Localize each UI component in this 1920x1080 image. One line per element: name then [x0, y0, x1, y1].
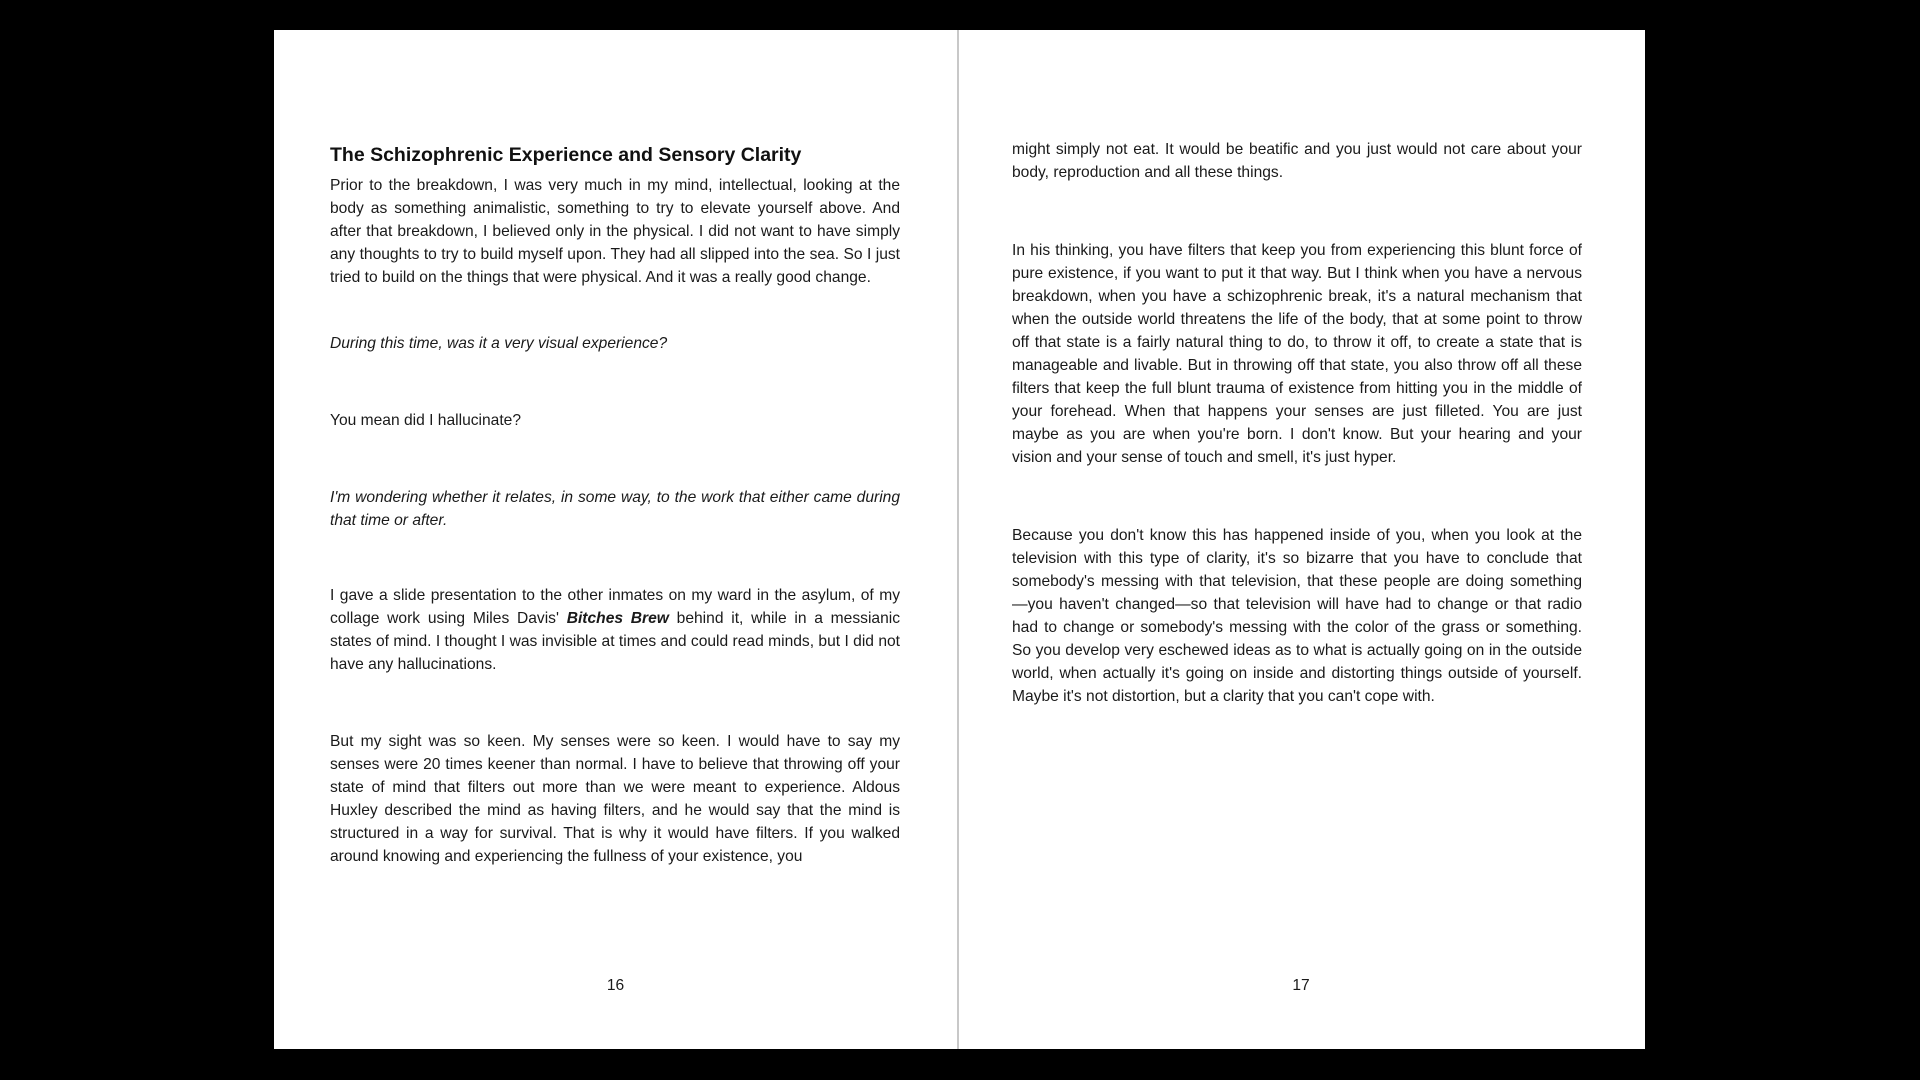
paragraph-breakdown: Prior to the breakdown, I was very much in my mind, intellectual, looking at the body as something animalistic, something to try to elevate yourself above. And after that breakdown, I believed only in the physical. I did not want to have simply any thoughts to try to build myself upon. They had all slipped into the sea. So I just tried to build on the things that were physical. And it was a really good change.: [330, 177, 900, 286]
paragraph-filters: In his thinking, you have filters that keep you from experiencing this blunt force of pure existence, if you want to put it that way. But I think when you have a nervous breakdown, when you have a schizophrenic break, it's a natural mechanism that when the outside world threatens the life of the body, that at some point to throw off that state is a fairly natural thing to do, to throw it off, to create a state that is manageable and livable. But in throwing off that state, you also throw off all these filters that keep the full blunt trauma of existence from hitting you in the middle of your forehead. When that happens your senses are just filleted. You are just maybe as you are when you're born. I don't know. But your hearing and your vision and your sense of touch and smell, it's just hyper.: [1012, 242, 1582, 466]
paragraph-hallucinate: You mean did I hallucinate?: [330, 412, 522, 429]
right-page: [959, 30, 1643, 1049]
interview-question-work: I'm wondering whether it relates, in some way, to the work that either came during that time or after.: [330, 489, 900, 529]
interview-question-visual: During this time, was it a very visual experience?: [330, 335, 668, 352]
paragraph-slide-presentation: [330, 584, 900, 676]
page-number-right: 17: [1292, 977, 1310, 994]
page-number-left: 16: [606, 977, 625, 994]
left-page: [274, 30, 959, 1049]
chapter-title: The Schizophrenic Experience and Sensory Clarity: [330, 144, 802, 166]
paragraph-beatific: might simply not eat. It would be beatific and you just would not care about your body, reproduction and all these things.: [1012, 141, 1582, 181]
slide-presentation-text-end: behind it, while in a messianic states of mind. I thought I was invisible at times and could read minds, but I did not have any hallucinations.: [330, 610, 901, 673]
album-title: Bitches Brew: [566, 610, 669, 627]
paragraph-television: Because you don't know this has happened inside of you, when you look at the television with this type of clarity, it's so bizarre that you have to conclude that somebody's messing with that television, that these people are doing something —you haven't changed—so that television will have had to change or that radio had to change or somebody's messing with the color of the grass or something. So you develop very eschewed ideas as to what is actually going on in the outside world, when actually it's going on inside and distorting things outside of yourself. Maybe it's not distortion, but a clarity that you can't cope with.: [1012, 527, 1582, 705]
paragraph-senses: But my sight was so keen. My senses were so keen. I would have to say my senses were 20 times keener than normal. I have to believe that throwing off your state of mind that filters out more than we were meant to experience. Aldous Huxley described the mind as having filters, and he would say that the mind is structured in a way for survival. That is why it would have filters. If you walked around knowing and experiencing the fullness of your existence, you: [330, 733, 900, 865]
book-spread: [274, 30, 1645, 1049]
slide-presentation-text: I gave a slide presentation to the other inmates on my ward in the asylum, of my collage work using Miles Davis': [330, 587, 900, 627]
